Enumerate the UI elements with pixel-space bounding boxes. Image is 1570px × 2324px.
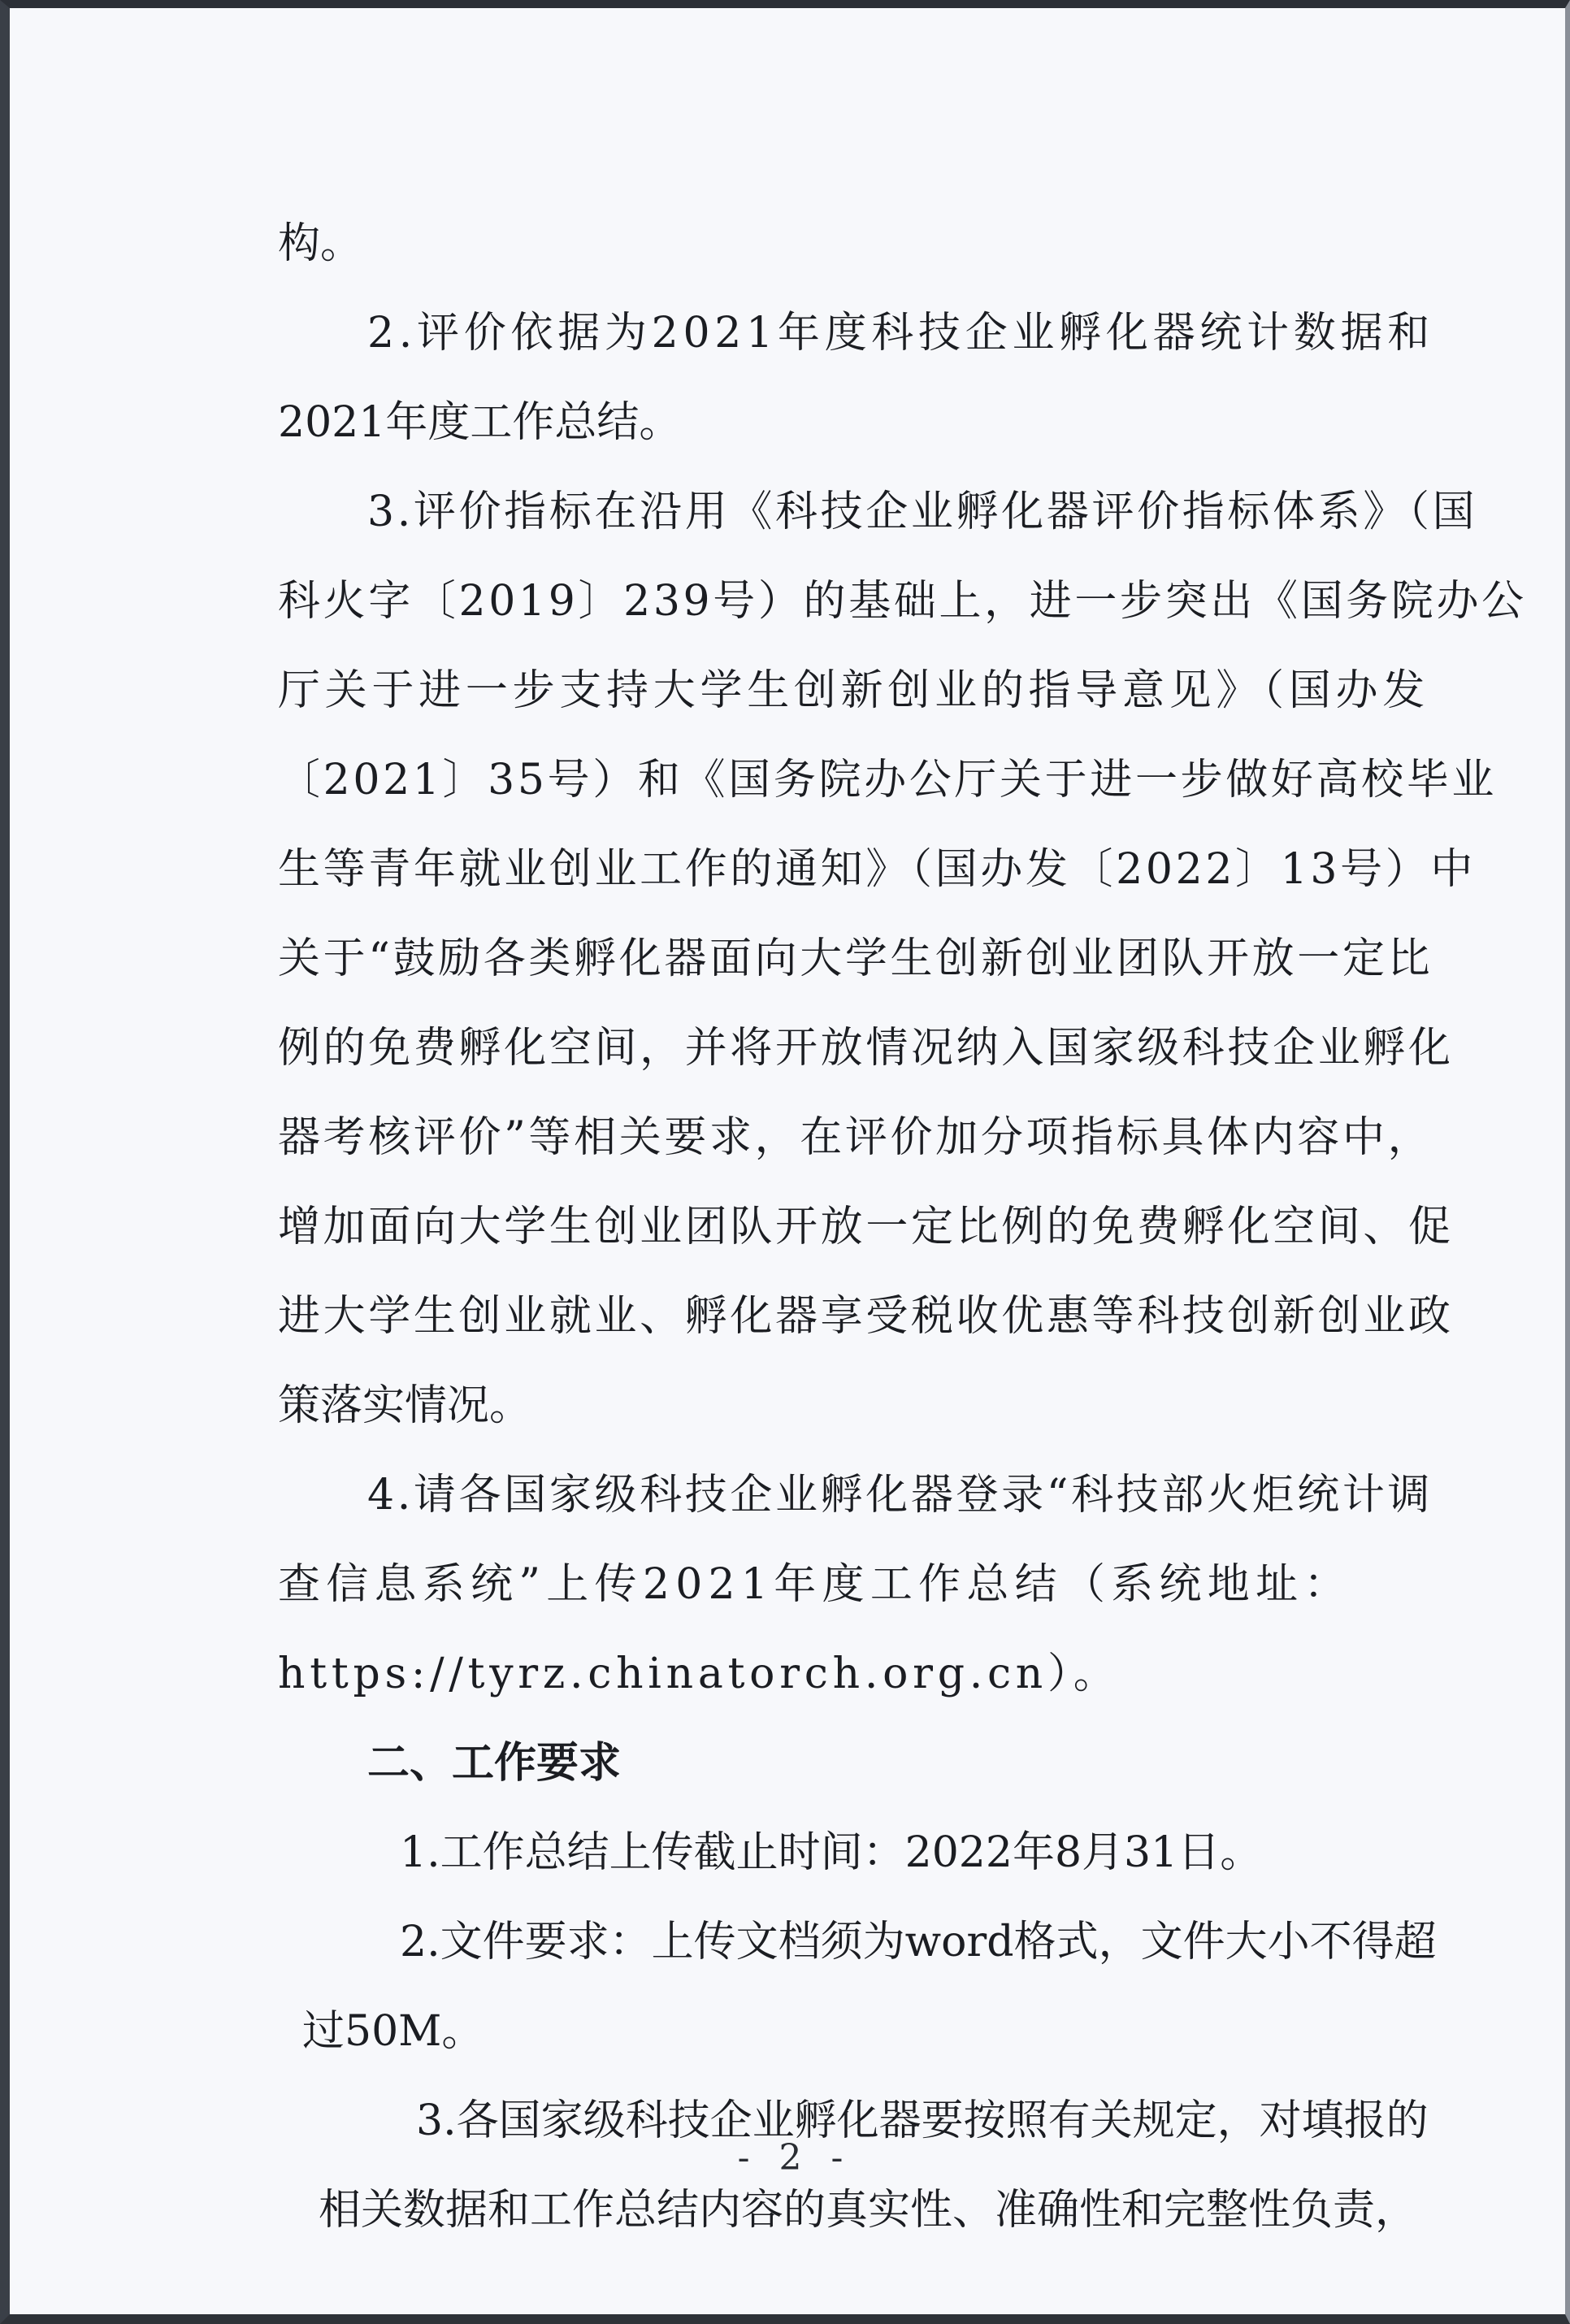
text-line: 3.各国家级科技企业孵化器要按照有关规定，对填报的 [416,2096,1429,2145]
text-line: https://tyrz.chinatorch.org.cn）。 [278,1650,1121,1698]
page-number: - 2 - [737,2137,852,2179]
text-line: 3.评价指标在沿用《科技企业孵化器评价指标体系》（国 [367,488,1478,536]
text-line: 相关数据和工作总结内容的真实性、准确性和完整性负责， [319,2186,1418,2235]
text-line: 4.请各国家级科技企业孵化器登录“科技部火炬统计调 [367,1471,1433,1520]
text-line: 2.文件要求：上传文档须为word格式，文件大小不得超 [400,1918,1437,1966]
text-line: 2021年度工作总结。 [278,398,682,447]
text-line: 进大学生创业就业、孵化器享受税收优惠等科技创新创业政 [278,1292,1454,1341]
text-line: 1.工作总结上传截止时间：2022年8月31日。 [400,1828,1263,1877]
text-line: 查信息系统”上传2021年度工作总结（系统地址： [278,1560,1352,1609]
text-line: 生等青年就业创业工作的通知》（国办发〔2022〕13号）中 [278,845,1477,894]
text-line: 例的免费孵化空间，并将开放情况纳入国家级科技企业孵化 [278,1024,1454,1073]
section-heading: 二、工作要求 [367,1739,622,1788]
text-line: 关于“鼓励各类孵化器面向大学生创新创业团队开放一定比 [278,934,1433,983]
text-line: 策落实情况。 [278,1381,532,1430]
text-line: 科火字〔2019〕239号）的基础上，进一步突出《国务院办公 [278,577,1527,626]
text-line: 2.评价依据为2021年度科技企业孵化器统计数据和 [367,309,1434,358]
text-line: 〔2021〕35号）和《国务院办公厅关于进一步做好高校毕业 [278,756,1498,804]
text-line: 器考核评价”等相关要求，在评价加分项指标具体内容中， [278,1113,1433,1162]
text-line: 厅关于进一步支持大学生创新创业的指导意见》（国办发 [278,666,1430,715]
text-line: 过50M。 [302,2007,484,2056]
text-line: 构。 [278,219,363,268]
text-line: 增加面向大学生创业团队开放一定比例的免费孵化空间、促 [278,1203,1454,1251]
